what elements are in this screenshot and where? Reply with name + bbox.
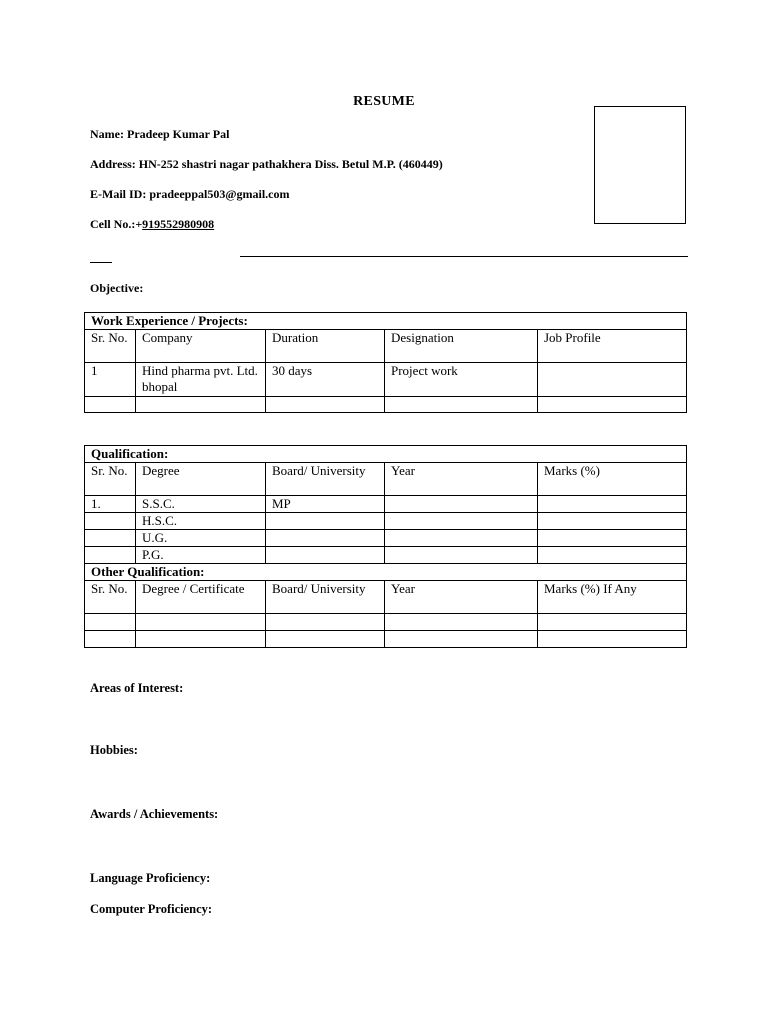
cell-line xyxy=(90,217,214,232)
header-cell: Marks (%) If Any xyxy=(538,581,687,614)
table-cell xyxy=(85,397,136,413)
table-header-row xyxy=(85,463,687,496)
table-title-row xyxy=(85,446,687,463)
table-cell xyxy=(538,397,687,413)
table-row xyxy=(85,631,687,648)
table-cell: Project work xyxy=(385,363,538,397)
table-cell xyxy=(85,614,136,631)
header-cell: Board/ University xyxy=(266,463,385,496)
table-title-row xyxy=(85,564,687,581)
header-cell: Year xyxy=(385,581,538,614)
table-cell xyxy=(385,496,538,513)
table-cell: H.S.C. xyxy=(136,513,266,530)
header-cell: Board/ University xyxy=(266,581,385,614)
header-cell: Designation xyxy=(385,330,538,363)
table-cell xyxy=(538,513,687,530)
table-cell xyxy=(538,631,687,648)
table-cell: U.G. xyxy=(136,530,266,547)
table-cell: 30 days xyxy=(266,363,385,397)
header-cell: Year xyxy=(385,463,538,496)
table-header-row xyxy=(85,330,687,363)
header-cell: Job Profile xyxy=(538,330,687,363)
table-cell xyxy=(538,614,687,631)
cell-number: 919552980908 xyxy=(142,217,215,231)
table-cell xyxy=(385,397,538,413)
header-cell: Degree / Certificate xyxy=(136,581,266,614)
address-line: Address: HN-252 shastri nagar pathakhera Diss. Betul M.P. (460449) xyxy=(90,157,443,171)
table-header-row xyxy=(85,581,687,614)
table-cell: P.G. xyxy=(136,547,266,564)
table-cell xyxy=(385,614,538,631)
table-row xyxy=(85,496,687,513)
table-row xyxy=(85,363,687,397)
hobbies-label: Hobbies: xyxy=(90,743,138,757)
table-cell xyxy=(385,631,538,648)
table-cell xyxy=(538,530,687,547)
awards-label: Awards / Achievements: xyxy=(90,807,219,821)
table-cell xyxy=(266,614,385,631)
divider-rule-short xyxy=(90,262,112,263)
header-cell: Marks (%) xyxy=(538,463,687,496)
page-title: RESUME xyxy=(353,94,415,109)
table-cell xyxy=(266,547,385,564)
table-cell xyxy=(136,397,266,413)
qualification-table xyxy=(84,445,687,648)
table-cell xyxy=(85,530,136,547)
email-line: E-Mail ID: pradeeppal503@gmail.com xyxy=(90,187,290,201)
language-proficiency-label: Language Proficiency: xyxy=(90,871,211,885)
table-cell xyxy=(385,530,538,547)
table-cell xyxy=(385,547,538,564)
divider-rule xyxy=(240,256,688,257)
table-row xyxy=(85,397,687,413)
table-cell xyxy=(85,631,136,648)
work-experience-table xyxy=(84,312,687,413)
table-cell: 1. xyxy=(85,496,136,513)
table-row xyxy=(85,614,687,631)
table-row xyxy=(85,513,687,530)
cell-label: Cell No.:+ xyxy=(90,217,143,231)
table-cell xyxy=(85,547,136,564)
table-row xyxy=(85,547,687,564)
table-cell: MP xyxy=(266,496,385,513)
header-cell: Sr. No. xyxy=(85,581,136,614)
header-cell: Duration xyxy=(266,330,385,363)
table-cell xyxy=(85,513,136,530)
table-row xyxy=(85,530,687,547)
table-cell xyxy=(136,631,266,648)
photo-box xyxy=(594,106,686,224)
table-cell: S.S.C. xyxy=(136,496,266,513)
computer-proficiency-label: Computer Proficiency: xyxy=(90,902,213,916)
objective-label: Objective: xyxy=(90,281,144,295)
header-cell: Degree xyxy=(136,463,266,496)
table-cell xyxy=(266,513,385,530)
table-cell xyxy=(538,363,687,397)
table-cell xyxy=(385,513,538,530)
qualification-title: Qualification: xyxy=(85,446,687,463)
header-cell: Company xyxy=(136,330,266,363)
table-title-row xyxy=(85,313,687,330)
other-qualification-title: Other Qualification: xyxy=(85,564,687,581)
header-cell: Sr. No. xyxy=(85,330,136,363)
table-cell xyxy=(538,496,687,513)
table-cell: 1 xyxy=(85,363,136,397)
table-cell xyxy=(266,631,385,648)
table-cell xyxy=(266,397,385,413)
areas-of-interest-label: Areas of Interest: xyxy=(90,681,184,695)
table-cell xyxy=(538,547,687,564)
table-cell xyxy=(266,530,385,547)
table-cell: Hind pharma pvt. Ltd. bhopal xyxy=(136,363,266,397)
header-cell: Sr. No. xyxy=(85,463,136,496)
work-experience-title: Work Experience / Projects: xyxy=(85,313,687,330)
name-line: Name: Pradeep Kumar Pal xyxy=(90,127,230,141)
table-cell xyxy=(136,614,266,631)
